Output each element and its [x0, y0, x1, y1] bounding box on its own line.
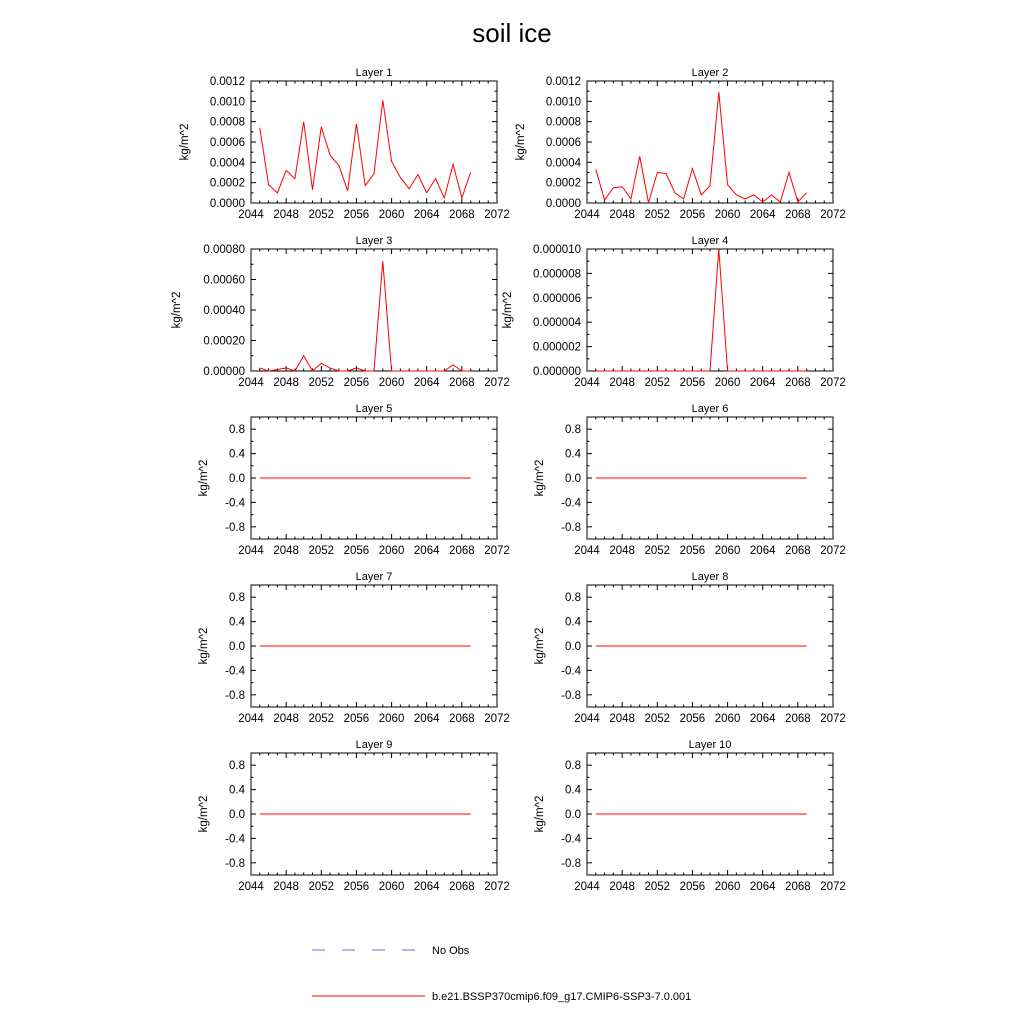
x-tick-label: 2060 [378, 881, 405, 893]
y-tick-label: -0.8 [225, 521, 245, 534]
x-tick-label: 2056 [343, 713, 370, 725]
y-tick-label: 0.0000 [209, 198, 245, 210]
x-tick-label: 2044 [238, 881, 264, 893]
x-tick-label: 2068 [449, 713, 475, 725]
x-tick-label: 2044 [574, 377, 600, 389]
panel-title: Layer 2 [691, 67, 729, 79]
x-tick-label: 2052 [644, 881, 671, 893]
panel-title: Layer 1 [355, 67, 393, 79]
y-tick-label: -0.4 [225, 497, 245, 510]
x-tick-label: 2068 [785, 209, 811, 221]
x-tick-label: 2052 [308, 545, 335, 557]
y-tick-label: 0.0004 [209, 157, 245, 170]
y-tick-label: 0.4 [565, 784, 581, 797]
x-tick-label: 2060 [714, 377, 741, 389]
y-axis-label: kg/m^2 [534, 627, 546, 665]
legend-label: b.e21.BSSP370cmip6.f09_g17.CMIP6-SSP3-7.0.001 [432, 991, 692, 1003]
x-tick-label: 2068 [449, 545, 475, 557]
panel-title: Layer 4 [691, 235, 729, 247]
x-tick-label: 2064 [749, 377, 776, 389]
y-tick-label: 0.000000 [533, 366, 581, 378]
y-tick-label: 0.0008 [545, 116, 581, 129]
panel-title: Layer 9 [355, 739, 393, 751]
x-tick-label: 2064 [749, 713, 776, 725]
y-tick-label: 0.00040 [203, 305, 245, 317]
y-tick-label: -0.4 [561, 665, 581, 678]
y-axis-label: kg/m^2 [534, 795, 546, 833]
y-tick-label: 0.0 [565, 641, 581, 653]
x-tick-label: 2060 [714, 209, 741, 221]
y-tick-label: 0.0 [229, 809, 245, 821]
y-axis-label: kg/m^2 [171, 291, 183, 329]
y-tick-label: -0.4 [225, 665, 245, 678]
y-tick-label: 0.0006 [545, 137, 581, 149]
panel-title: Layer 8 [691, 571, 729, 583]
figure-title: soil ice [472, 18, 552, 48]
y-axis-label: kg/m^2 [502, 291, 514, 329]
y-tick-label: 0.000008 [533, 268, 581, 281]
x-tick-label: 2044 [574, 881, 600, 893]
x-tick-label: 2052 [308, 377, 335, 389]
y-axis-label: kg/m^2 [198, 627, 210, 665]
y-tick-label: 0.0008 [209, 116, 245, 129]
y-axis-label: kg/m^2 [198, 459, 210, 497]
panel-title: Layer 6 [691, 403, 729, 415]
x-tick-label: 2052 [644, 545, 671, 557]
x-tick-label: 2052 [308, 713, 335, 725]
x-tick-label: 2056 [679, 713, 706, 725]
y-tick-label: -0.8 [561, 521, 581, 534]
x-tick-label: 2072 [484, 713, 510, 725]
y-axis-label: kg/m^2 [198, 795, 210, 833]
x-tick-label: 2064 [413, 209, 440, 221]
x-tick-label: 2060 [714, 713, 741, 725]
x-tick-label: 2068 [449, 377, 475, 389]
x-tick-label: 2052 [308, 209, 335, 221]
y-tick-label: -0.8 [561, 857, 581, 870]
y-tick-label: 0.00000 [203, 366, 245, 378]
x-tick-label: 2048 [273, 881, 299, 893]
x-tick-label: 2056 [679, 545, 706, 557]
y-tick-label: 0.0000 [545, 198, 581, 210]
x-tick-label: 2072 [484, 377, 510, 389]
y-tick-label: 0.00020 [203, 335, 245, 348]
x-tick-label: 2048 [273, 377, 299, 389]
x-tick-label: 2044 [574, 209, 600, 221]
x-tick-label: 2044 [238, 209, 264, 221]
y-axis-label: kg/m^2 [179, 123, 191, 161]
y-tick-label: 0.000006 [533, 292, 581, 305]
x-tick-label: 2048 [273, 713, 299, 725]
x-tick-label: 2064 [413, 545, 440, 557]
y-tick-label: 0.0002 [545, 177, 581, 190]
y-tick-label: 0.000002 [533, 341, 581, 354]
x-tick-label: 2072 [484, 881, 510, 893]
y-tick-label: 0.0 [229, 641, 245, 653]
x-tick-label: 2060 [714, 881, 741, 893]
y-tick-label: 0.4 [229, 784, 245, 797]
y-tick-label: 0.8 [565, 760, 581, 773]
y-axis-label: kg/m^2 [534, 459, 546, 497]
x-tick-label: 2056 [343, 377, 370, 389]
x-tick-label: 2060 [378, 545, 405, 557]
y-tick-label: -0.4 [225, 833, 245, 846]
y-tick-label: 0.8 [229, 424, 245, 437]
panel-title: Layer 7 [355, 571, 393, 583]
y-tick-label: 0.4 [229, 448, 245, 461]
x-tick-label: 2044 [574, 713, 600, 725]
y-tick-label: -0.4 [561, 497, 581, 510]
y-tick-label: 0.00080 [203, 244, 245, 256]
x-tick-label: 2044 [238, 713, 264, 725]
x-tick-label: 2068 [785, 713, 811, 725]
y-tick-label: -0.8 [225, 689, 245, 702]
x-tick-label: 2060 [378, 713, 405, 725]
x-tick-label: 2052 [644, 377, 671, 389]
x-tick-label: 2072 [820, 545, 846, 557]
y-tick-label: -0.8 [225, 857, 245, 870]
x-tick-label: 2072 [484, 545, 510, 557]
y-tick-label: -0.4 [561, 833, 581, 846]
y-tick-label: 0.000010 [533, 244, 581, 256]
panel-title: Layer 10 [688, 739, 732, 751]
panel-title: Layer 3 [355, 235, 393, 247]
x-tick-label: 2056 [343, 881, 370, 893]
y-tick-label: 0.0 [565, 473, 581, 485]
x-tick-label: 2064 [413, 881, 440, 893]
y-tick-label: 0.4 [565, 616, 581, 629]
x-tick-label: 2056 [679, 377, 706, 389]
x-tick-label: 2048 [609, 377, 635, 389]
x-tick-label: 2072 [484, 209, 510, 221]
x-tick-label: 2048 [609, 881, 635, 893]
y-tick-label: 0.0 [565, 809, 581, 821]
x-tick-label: 2048 [609, 713, 635, 725]
y-tick-label: 0.00060 [203, 274, 245, 287]
x-tick-label: 2064 [749, 209, 776, 221]
x-tick-label: 2052 [644, 713, 671, 725]
y-axis-label: kg/m^2 [515, 123, 527, 161]
y-tick-label: 0.0012 [545, 76, 581, 88]
x-tick-label: 2072 [820, 209, 846, 221]
x-tick-label: 2048 [273, 545, 299, 557]
x-tick-label: 2048 [609, 209, 635, 221]
x-tick-label: 2068 [785, 881, 811, 893]
y-tick-label: 0.0010 [545, 96, 581, 109]
x-tick-label: 2060 [714, 545, 741, 557]
x-tick-label: 2056 [343, 545, 370, 557]
x-tick-label: 2064 [749, 545, 776, 557]
x-tick-label: 2068 [449, 881, 475, 893]
panel-title: Layer 5 [355, 403, 393, 415]
y-tick-label: 0.0006 [209, 137, 245, 149]
y-tick-label: 0.000004 [533, 317, 581, 330]
x-tick-label: 2044 [238, 377, 264, 389]
legend-label: No Obs [432, 945, 470, 957]
x-tick-label: 2072 [820, 881, 846, 893]
x-tick-label: 2064 [413, 713, 440, 725]
x-tick-label: 2064 [749, 881, 776, 893]
y-tick-label: 0.4 [229, 616, 245, 629]
x-tick-label: 2068 [785, 377, 811, 389]
x-tick-label: 2060 [378, 209, 405, 221]
x-tick-label: 2072 [820, 713, 846, 725]
x-tick-label: 2072 [820, 377, 846, 389]
y-tick-label: 0.4 [565, 448, 581, 461]
y-tick-label: 0.0002 [209, 177, 245, 190]
x-tick-label: 2044 [574, 545, 600, 557]
y-tick-label: 0.8 [565, 592, 581, 605]
y-tick-label: 0.8 [565, 424, 581, 437]
x-tick-label: 2064 [413, 377, 440, 389]
x-tick-label: 2068 [449, 209, 475, 221]
y-tick-label: 0.8 [229, 592, 245, 605]
x-tick-label: 2056 [679, 881, 706, 893]
x-tick-label: 2044 [238, 545, 264, 557]
x-tick-label: 2048 [609, 545, 635, 557]
y-tick-label: 0.0012 [209, 76, 245, 88]
x-tick-label: 2052 [644, 209, 671, 221]
x-tick-label: 2056 [343, 209, 370, 221]
y-tick-label: 0.0004 [545, 157, 581, 170]
x-tick-label: 2056 [679, 209, 706, 221]
y-tick-label: 0.8 [229, 760, 245, 773]
y-tick-label: 0.0010 [209, 96, 245, 109]
x-tick-label: 2052 [308, 881, 335, 893]
x-tick-label: 2068 [785, 545, 811, 557]
y-tick-label: 0.0 [229, 473, 245, 485]
y-tick-label: -0.8 [561, 689, 581, 702]
x-tick-label: 2048 [273, 209, 299, 221]
x-tick-label: 2060 [378, 377, 405, 389]
